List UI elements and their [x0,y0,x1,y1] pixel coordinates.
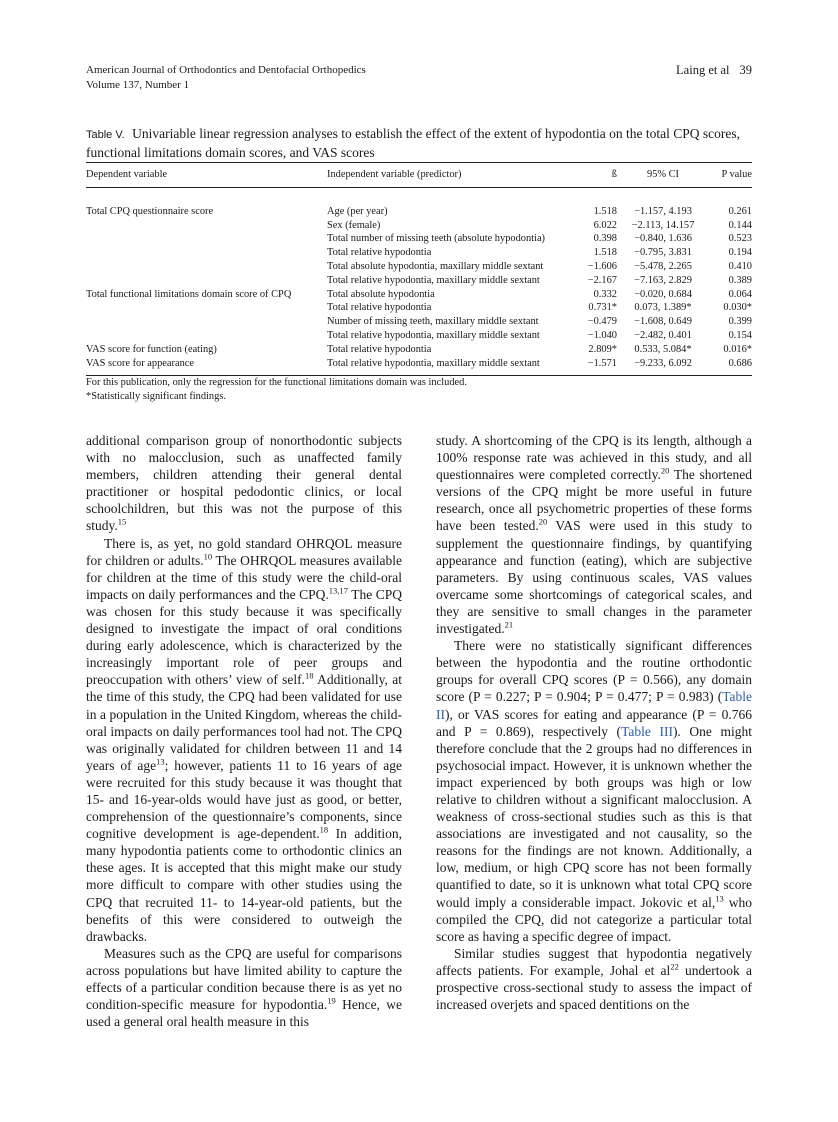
paragraph [86,535,402,945]
dependent-variable-cell [86,301,327,315]
ci-cell: −0.840, 1.636 [634,233,692,245]
table-row [86,343,752,357]
ci-cell: 0.533, 5.084* [634,343,692,355]
beta-cell: 6.022 [593,219,617,231]
paragraph [86,945,402,1030]
ci-cell: −0.020, 0.684 [634,288,692,300]
paragraph [436,432,752,637]
column-header: P value [709,163,752,188]
p-value-cell: 0.144 [728,219,752,231]
table-row [86,260,752,274]
table-link[interactable]: Table III [621,723,673,739]
text-run: Hence, we used a general oral health measure in this [86,997,402,1030]
text-run: The CPQ was chosen for this study because it was specifically designed to investigate the impact of oral conditions during early adolescence, which is characterized by the increasingly important role of peer groups and preoccupation with others’ view of self. [86,586,402,688]
independent-variable-cell: Total absolute hypodontia, maxillary middle sextant [327,260,544,272]
citation[interactable]: 20 [538,516,548,527]
beta-cell: 1.518 [593,247,617,259]
page-info [676,63,752,78]
beta-cell: 0.332 [593,288,617,300]
text-run: ; however, patients 11 to 16 years of age were recruited for this study because it was thought that 15- and 16-year-olds would have just as good, or better, comprehension of the questionnaire’s components, since cognitive development is age-dependent. [86,757,402,842]
citation[interactable]: 13,17 [328,585,348,596]
table-row [86,232,752,246]
p-value-cell: 0.016* [723,343,752,355]
column-header: 95% CI [617,163,709,188]
authors: Laing et al [676,63,730,77]
citation[interactable]: 13 [156,756,165,767]
ci-cell: −0.795, 3.831 [634,247,692,259]
independent-variable-cell: Total relative hypodontia [327,343,432,355]
text-run: Similar studies suggest that hypodontia negatively affects patients. For example, Johal et al [436,945,752,978]
ci-cell: −2.482, 0.401 [634,329,692,341]
journal-volume: Volume 137, Number 1 [86,79,190,91]
text-run: There were no statistically significant differences between the hypodontia and the routine orthodontic groups for overall CPQ scores (P = 0.566), any domain score (P = 0.227; P = 0.904; P = 0.477; P = 0.983) ( [436,638,752,705]
p-value-cell: 0.389 [728,274,752,286]
page-number: 39 [739,63,752,77]
column-header: Independent variable (predictor) [327,163,579,188]
text-run: VAS were used in this study to supplement the questionnaire findings, by quantifying appearance and function (eating), which are subjective parameters. By using continuous scales, VAS values overcame some shortcomings of categorical scales, and they are sensitive to small changes in the parameter investigated. [436,518,752,637]
column-header: Dependent variable [86,163,327,188]
table-row [86,357,752,376]
text-run: ). One might therefore conclude that the 2 groups had no differences in psychosocial impact. However, it is unknown whether the impact experienced by both groups was high or low relative to children without a significant malocclusion. A weakness of cross-sectional studies such as this is that associations are investigated and not causality, so the reasons for the findings are not known. Additionally, a low, medium, or high CPQ score has not been formally quantified to date, so it is unknown what total CPQ score would imply a considerable impact. Jokovic et al, [436,723,752,910]
table-row [86,315,752,329]
ci-cell: −1.157, 4.193 [634,205,692,217]
dependent-variable-cell [86,232,327,246]
table-row [86,219,752,233]
independent-variable-cell: Total relative hypodontia, maxillary middle sextant [327,274,540,286]
p-value-cell: 0.399 [728,316,752,328]
dependent-variable-cell [86,315,327,329]
beta-cell: 2.809* [588,343,617,355]
p-value-cell: 0.154 [728,329,752,341]
beta-cell: −0.479 [587,316,617,328]
table-row [86,246,752,260]
text-run: Measures such as the CPQ are useful for comparisons across populations but have limited ability to capture the effects of a particular condition because there is as yet no condition-specific measure for hypodontia. [86,945,402,1013]
beta-cell: −1.040 [587,329,617,341]
ci-cell: 0.073, 1.389* [634,302,692,314]
journal-name: American Journal of Orthodontics and Dentofacial Orthopedics [86,64,366,76]
table-row [86,187,752,218]
dependent-variable-cell [86,329,327,343]
beta-cell: −1.606 [587,260,617,272]
table-row [86,288,752,302]
p-value-cell: 0.030* [723,302,752,314]
citation[interactable]: 10 [203,551,213,562]
beta-cell: −1.571 [587,357,617,369]
p-value-cell: 0.194 [728,247,752,259]
independent-variable-cell: Total relative hypodontia, maxillary middle sextant [327,329,540,341]
independent-variable-cell: Total absolute hypodontia [327,288,435,300]
text-run: study. A shortcoming of the CPQ is its length, although a 100% response rate was achieved in this study, and all questionnaires were completed correctly. [436,433,752,483]
dependent-variable-cell: VAS score for function (eating) [86,343,217,355]
dependent-variable-cell: VAS score for appearance [86,357,194,369]
citation[interactable]: 22 [670,961,679,972]
p-value-cell: 0.261 [728,205,752,217]
table-footnote: For this publication, only the regression for the functional limitations domain was included. [86,377,467,388]
table-link[interactable]: Table II [436,689,752,722]
table-row [86,329,752,343]
dependent-variable-cell [86,260,327,274]
left-column [86,432,402,1030]
text-run: The OHRQOL measures available for children at the time of this study were the child-oral impacts on daily performances and the CPQ. [86,552,402,602]
column-header: ß [579,163,617,188]
independent-variable-cell: Sex (female) [327,219,381,231]
citation[interactable]: 20 [660,465,670,476]
table-caption-text: Univariable linear regression analyses to establish the effect of the extent of hypodontia on the total CPQ scores, functional limitations domain scores, and VAS scores [86,126,740,160]
ci-cell: −9.233, 6.092 [634,357,692,369]
text-run: The shortened versions of the CPQ might be more useful in future research, once all psychometric properties of these forms have been tested. [436,467,752,534]
independent-variable-cell: Total number of missing teeth (absolute hypodontia) [327,233,546,245]
table-body [86,187,752,376]
table-footnotes [86,376,752,404]
text-run: Additionally, at the time of this study, the CPQ had been validated for use in a population in the United Kingdom, whereas the child-oral impacts on daily performances tool had not. The CPQ was originally validated for children between 11 and 14 years of age [86,672,402,773]
citation[interactable]: 19 [327,995,336,1006]
table-row [86,274,752,288]
ci-cell: −2.113, 14.157 [631,219,695,231]
ci-cell: −5.478, 2.265 [634,260,692,272]
independent-variable-cell: Age (per year) [327,205,388,217]
citation[interactable]: 13 [715,893,724,904]
ci-cell: −1.608, 0.649 [634,316,692,328]
table-footnote: *Statistically significant findings. [86,391,226,402]
independent-variable-cell: Number of missing teeth, maxillary middle sextant [327,316,539,328]
table-caption [86,125,752,161]
regression-table [86,162,752,376]
beta-cell: −2.167 [587,274,617,286]
beta-cell: 0.731* [588,302,617,314]
dependent-variable-cell: Total CPQ questionnaire score [86,205,214,217]
p-value-cell: 0.523 [728,233,752,245]
dependent-variable-cell [86,274,327,288]
citation[interactable]: 15 [117,516,127,527]
dependent-variable-cell: Total functional limitations domain score of CPQ [86,288,292,300]
right-column [436,432,752,1013]
ci-cell: −7.163, 2.829 [634,274,692,286]
beta-cell: 1.518 [593,205,617,217]
independent-variable-cell: Total relative hypodontia [327,247,432,259]
text-run: additional comparison group of nonorthodontic subjects with no malocclusion, such as unaffected family members, children attending their general dental practitioner or hospital pedodontic clinics, or local schoolchildren, but this was not the purpose of this study. [86,433,402,534]
p-value-cell: 0.410 [728,260,752,272]
p-value-cell: 0.064 [728,288,752,300]
text-run: In addition, many hypodontia patients come to orthodontic clinics an these ages. It is accepted that this might make our study more difficult to compare with other studies using the CPQ that recruited 11- to 14-year-old patients, but the benefits of this were considered to outweigh the drawbacks. [86,826,402,944]
p-value-cell: 0.686 [728,357,752,369]
citation[interactable]: 18 [305,670,314,681]
paragraph [86,432,402,535]
text-run: undertook a prospective cross-sectional study to assess the impact of increased overjets and spaced dentitions on the [436,962,752,1013]
independent-variable-cell: Total relative hypodontia, maxillary middle sextant [327,357,540,369]
beta-cell: 0.398 [593,233,617,245]
citation[interactable]: 21 [504,619,514,630]
independent-variable-cell: Total relative hypodontia [327,302,432,314]
text-run: who compiled the CPQ, did not categorize a particular total score as having a specific degree of impact. [436,894,753,944]
text-run: There is, as yet, no gold standard OHRQOL measure for children or adults. [86,535,402,568]
paragraph [436,945,752,1013]
table-row [86,301,752,315]
table-header-row [86,163,752,188]
table-label: Table V. [86,129,125,141]
dependent-variable-cell [86,219,327,233]
paragraph [436,637,752,945]
dependent-variable-cell [86,246,327,260]
text-run: ), or VAS scores for eating and appearance (P = 0.766 and P = 0.869), respectively ( [436,706,752,739]
citation[interactable]: 18 [319,824,329,835]
journal-info [86,63,366,93]
